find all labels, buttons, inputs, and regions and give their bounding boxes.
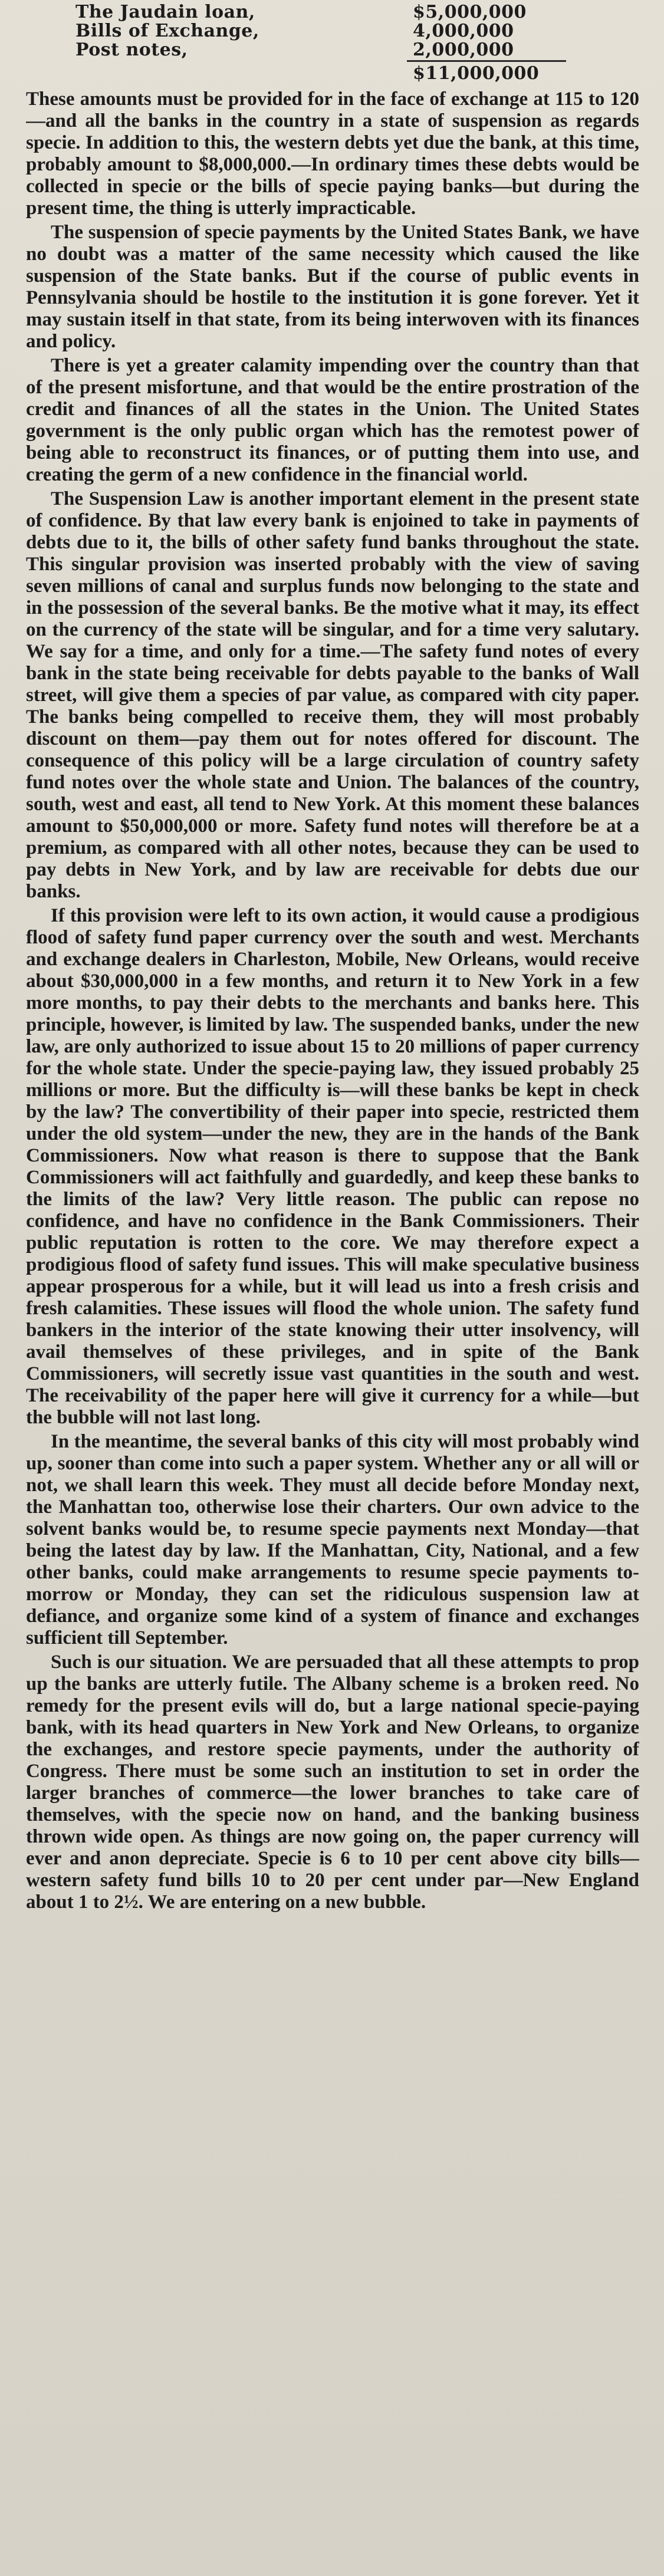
ledger-total: $11,000,000 <box>413 63 540 84</box>
ledger-row <box>0 2 664 22</box>
ledger-amount: 4,000,000 <box>413 21 514 41</box>
article-paragraph: The suspension of specie payments by the United States Bank, we have no doubt was a matter of the same necessity which caused the like suspension of the State banks. But if the course of public events in Pennsylvania should be hostile to the institution it is gone forever. Yet it may sustain itself in that state, from its being interwoven with its finances and policy. <box>26 222 639 352</box>
ledger-label: Post notes, <box>75 40 188 60</box>
total-rule <box>407 60 566 62</box>
ledger-label: Bills of Exchange, <box>75 21 259 41</box>
article-paragraph: These amounts must be provided for in the face of exchange at 115 to 120—and all the banks in the country in a state of suspension as regards specie. In addition to this, the western debts yet due the bank, at this time, probably amount to $8,000,000.—In ordinary times these debts would be collected in specie or the bills of specie paying banks—but during the present time, the thing is utterly impracticable. <box>26 88 639 219</box>
ledger-amount: $5,000,000 <box>413 2 527 22</box>
ledger-total-row <box>0 64 664 84</box>
article-paragraph: If this provision were left to its own action, it would cause a prodigious flood of safety fund paper currency over the south and west. Merchants and exchange dealers in Charleston, Mobile, New Orleans, would receive about $30,000,000 in a few months, and return it to New York in a few more months, to pay their debts to the merchants and banks here. This principle, however, is limited by law. The suspended banks, under the new law, are only authorized to issue about 15 to 20 millions of paper currency for the whole state. Under the specie-paying law, they issued probably 25 millions or more. But the difficulty is—will these banks be kept in check by the law? The convertibility of their paper into specie, restricted them under the old system—under the new, they are in the hands of the Bank Commissioners. Now what reason is there to suppose that the Bank Commissioners will act faithfully and guardedly, and keep these banks to the limits of the law? Very little reason. The public can repose no confidence, and have no confidence in the Bank Commissioners. Their public reputation is rotten to the core. We may therefore expect a prodigious flood of safety fund issues. This will make speculative business appear prosperous for a while, but it will lead us into a fresh crisis and fresh calamities. These issues will flood the whole union. The safety fund bankers in the interior of the state knowing their utter insolvency, will avail themselves of these privileges, and in spite of the Bank Commissioners, will secretly issue vast quantities in the south and west. The receivability of the paper here will give it currency for a while—but the bubble will not last long. <box>26 905 639 1428</box>
ledger-row <box>0 21 664 41</box>
article-paragraph: Such is our situation. We are persuaded that all these attempts to prop up the banks are utterly futile. The Albany scheme is a broken reed. No remedy for the present evils will do, but a large national specie-paying bank, with its head quarters in New York and New Orleans, to organize the exchanges, and restore specie payments, under the authority of Congress. There must be some such an institution to set in order the larger branches of commerce—the lower branches to take care of themselves, with the specie now on hand, and the banking business thrown wide open. As things are now going on, the paper currency will ever and anon depreciate. Specie is 6 to 10 per cent above city bills—western safety fund bills 10 to 20 per cent under par—New England about 1 to 2½. We are entering on a new bubble. <box>26 1651 639 1913</box>
ledger-label: The Jaudain loan, <box>75 2 255 22</box>
article-paragraph: There is yet a greater calamity impending over the country than that of the present misfortune, and that would be the entire prostration of the credit and finances of all the states in the Union. The United States government is the only public organ which has the remotest power of being able to reconstruct its finances, or of putting them into use, and creating the germ of a new confidence in the financial world. <box>26 355 639 485</box>
ledger-amount: 2,000,000 <box>413 40 514 60</box>
article-paragraph: In the meantime, the several banks of this city will most probably wind up, sooner than come into such a paper system. Whether any or all will or not, we shall learn this week. They must all decide before Monday next, the Manhattan too, otherwise lose their charters. Our own advice to the solvent banks would be, to resume specie payments next Monday—that being the latest day by law. If the Manhattan, City, National, and a few other banks, could make arrangements to resume specie payments to-morrow or Monday, they can set the ridiculous suspension law at defiance, and organize some kind of a system of finance and exchanges sufficient till September. <box>26 1431 639 1649</box>
article-paragraph: The Suspension Law is another important element in the present state of confidence. By that law every bank is enjoined to take in payments of debts due to it, the bills of other safety fund banks throughout the state. This singular provision was inserted probably with the view of saving seven millions of canal and surplus funds now belonging to the state and in the possession of the several banks. Be the motive what it may, its effect on the currency of the state will be singular, and for a time very salutary. We say for a time, and only for a time.—The safety fund notes of every bank in the state being receivable for debts payable to the banks of Wall street, will give them a species of par value, as compared with city paper. The banks being compelled to receive them, they will most probably discount on them—pay them out for notes offered for discount. The consequence of this policy will be a large circulation of country safety fund notes over the whole state and Union. The balances of the country, south, west and east, all tend to New York. At this moment these balances amount to $50,000,000 or more. Safety fund notes will therefore be at a premium, as compared with all other notes, because they can be used to pay debts in New York, and by law are receivable for debts due our banks. <box>26 488 639 902</box>
ledger-row <box>0 40 664 60</box>
article-column <box>26 88 639 2565</box>
